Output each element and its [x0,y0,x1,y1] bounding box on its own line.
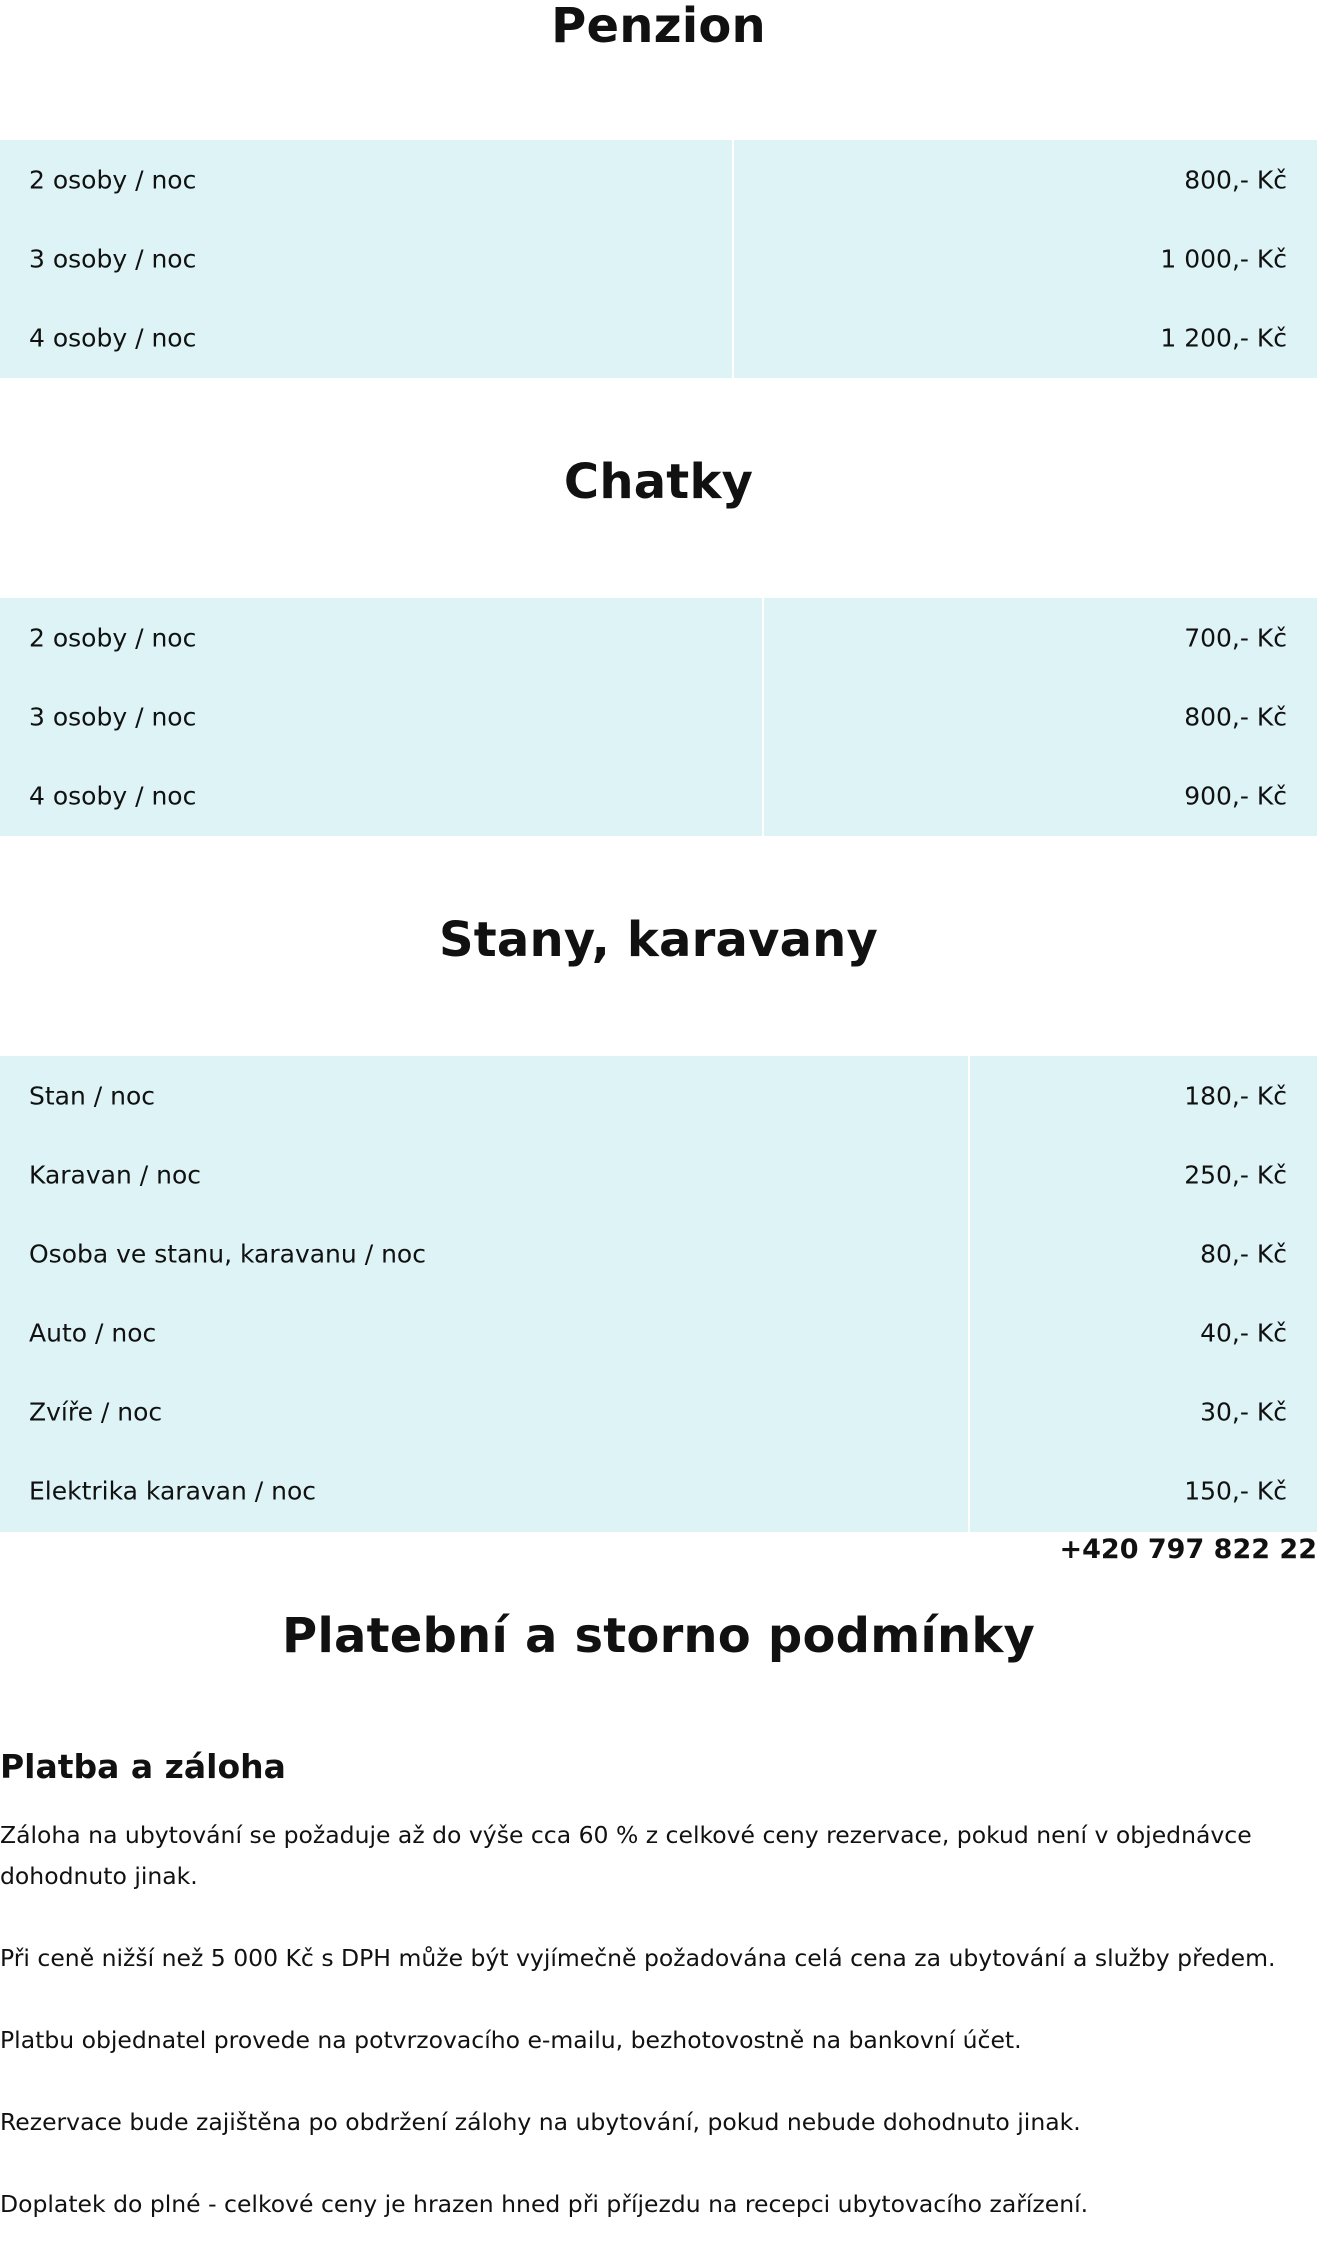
row-label: Karavan / noc [29,1160,202,1189]
row-label: Osoba ve stanu, karavanu / noc [29,1239,426,1268]
phone-link[interactable]: +420 797 822 22 [1059,1534,1317,1565]
paragraph: Doplatek do plné - celkové ceny je hrazen hned při příjezdu na recepci ubytovacího zařízení. [0,2190,1089,2218]
price-table-stany [0,1056,1317,1532]
row-label: Stan / noc [29,1081,156,1110]
row-price: 150,- Kč [1184,1476,1287,1505]
row-label: 4 osoby / noc [29,323,197,352]
table-row [0,1214,1317,1293]
row-price: 1 000,- Kč [1160,244,1287,273]
row-label: 2 osoby / noc [29,623,197,652]
row-price: 40,- Kč [1200,1318,1287,1347]
table-row [0,1372,1317,1451]
section-title-stany: Stany, karavany [438,912,879,968]
section-title-conditions: Platební a storno podmínky [281,1608,1036,1664]
table-row [0,677,1317,756]
table-row [0,298,1317,377]
paragraph: Platbu objednatel provede na potvrzovacího e-mailu, bezhotovostně na bankovní účet. [0,2026,1022,2054]
row-price: 800,- Kč [1184,165,1287,194]
row-price: 800,- Kč [1184,702,1287,731]
table-row [0,219,1317,298]
table-row [0,756,1317,835]
table-row [0,1135,1317,1214]
row-label: 4 osoby / noc [29,781,197,810]
table-row [0,1056,1317,1135]
paragraph: Při ceně nižší než 5 000 Kč s DPH může být vyjímečně požadována celá cena za ubytování a služby předem. [0,1944,1276,1972]
table-row [0,598,1317,677]
price-table-chatky [0,598,1317,836]
row-label: 3 osoby / noc [29,244,197,273]
row-label: Auto / noc [29,1318,157,1347]
paragraph: Rezervace bude zajištěna po obdržení zálohy na ubytování, pokud nebude dohodnuto jinak. [0,2108,1081,2136]
row-price: 80,- Kč [1200,1239,1287,1268]
paragraph: Záloha na ubytování se požaduje až do výše cca 60 % z celkové ceny rezervace, pokud není v objednávce dohodnuto jinak. [0,1821,1252,1890]
row-label: Elektrika karavan / noc [29,1476,317,1505]
row-label: 2 osoby / noc [29,165,197,194]
row-price: 700,- Kč [1184,623,1287,652]
section-title-penzion: Penzion [551,0,766,54]
table-row [0,1451,1317,1530]
price-table-penzion [0,140,1317,378]
subheading-payment: Platba a záloha [0,1747,286,1786]
row-label: 3 osoby / noc [29,702,197,731]
row-label: Zvíře / noc [29,1397,163,1426]
row-price: 1 200,- Kč [1160,323,1287,352]
row-price: 900,- Kč [1184,781,1287,810]
table-row [0,1293,1317,1372]
section-title-chatky: Chatky [563,454,754,510]
table-row [0,140,1317,219]
row-price: 180,- Kč [1184,1081,1287,1110]
row-price: 30,- Kč [1200,1397,1287,1426]
row-price: 250,- Kč [1184,1160,1287,1189]
